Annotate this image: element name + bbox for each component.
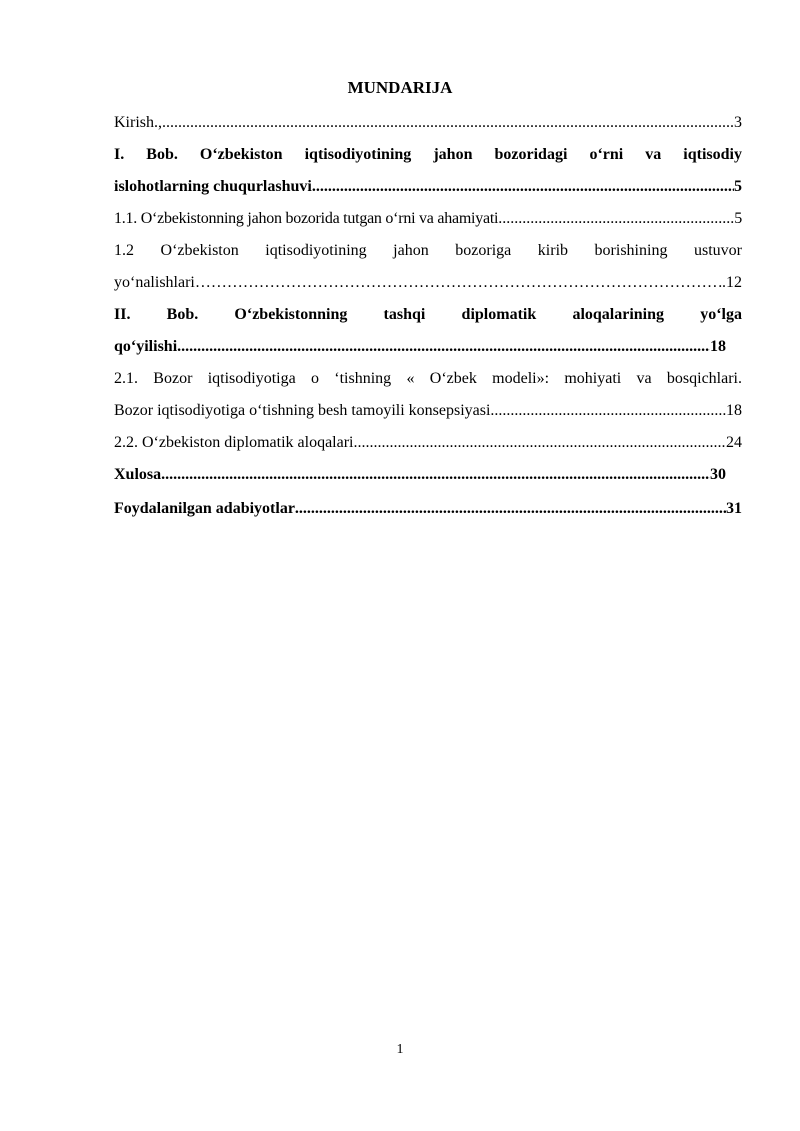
toc-leader xyxy=(498,204,734,234)
toc-page-number: 30 xyxy=(710,466,726,483)
toc-page-number: 5 xyxy=(734,178,742,195)
toc-entry-chapter2[interactable] xyxy=(114,332,726,362)
toc-entry-text: yo‘nalishlari xyxy=(114,274,195,291)
toc-leader xyxy=(195,268,722,298)
toc-entry-2-1[interactable] xyxy=(114,396,742,426)
toc-entry-text: Bozor iqtisodiyotiga o‘tishning besh tamoyili konsepsiyasi xyxy=(114,402,491,419)
toc-page-number: 18 xyxy=(726,402,742,419)
toc-entry-text: Kirish., xyxy=(114,114,162,131)
toc-leader xyxy=(312,172,734,202)
toc-page-number: 12 xyxy=(726,274,742,291)
toc-entry-1-2-line1[interactable]: 1.2 O‘zbekiston iqtisodiyotining jahon bozoriga kirib borishining ustuvor xyxy=(114,242,742,259)
toc-leader xyxy=(162,108,734,138)
page-title: MUNDARIJA xyxy=(347,78,453,97)
toc-entry-1-1[interactable] xyxy=(114,204,742,234)
toc-entry-text: qo‘yilishi xyxy=(114,338,178,355)
toc-entry-kirish[interactable] xyxy=(114,108,742,138)
toc-leader xyxy=(161,460,710,490)
toc-entry-chapter1-line1[interactable]: I. Bob. O‘zbekiston iqtisodiyotining jahon bozoridagi o‘rni va iqtisodiy xyxy=(114,146,742,163)
toc-leader xyxy=(354,428,727,458)
toc-leader xyxy=(490,396,726,426)
toc-entry-chapter2-line1[interactable]: II. Bob. O‘zbekistonning tashqi diplomatik aloqalarining yo‘lga xyxy=(114,306,742,323)
toc-leader xyxy=(295,494,726,524)
toc-entry-text: Xulosa xyxy=(114,466,162,483)
toc-entry-1-2[interactable]: yo‘nalishlari ……………………………………………………………………………………………………………………………………………………………………………… . 12 xyxy=(114,268,742,298)
toc-entry-text: 1.1. O‘zbekistonning jahon bozorida tutgan o‘rni va ahamiyati xyxy=(114,210,499,227)
toc-page-number: 3 xyxy=(734,114,742,131)
toc-entry-chapter1[interactable] xyxy=(114,172,742,202)
toc-leader xyxy=(177,332,710,362)
toc-entry-text: 2.2. O‘zbekiston diplomatik aloqalari xyxy=(114,434,354,451)
toc-page-number: 18 xyxy=(710,338,726,355)
page-number: 1 xyxy=(396,1042,404,1057)
toc-page-number: 31 xyxy=(726,500,742,517)
toc-page-number: 24 xyxy=(726,434,742,451)
toc-entry-2-2[interactable] xyxy=(114,428,742,458)
toc-entry-xulosa[interactable] xyxy=(114,460,726,490)
toc-entry-2-1-line1[interactable]: 2.1. Bozor iqtisodiyotiga o ‘tishning « O‘zbek modeli»: mohiyati va bosqichlari. xyxy=(114,370,742,387)
toc-entry-bibliography[interactable] xyxy=(114,494,742,524)
toc-page-number: 5 xyxy=(734,210,742,227)
toc-entry-text: islohotlarning chuqurlashuvi xyxy=(114,178,312,195)
toc-entry-text: Foydalanilgan adabiyotlar xyxy=(114,500,295,517)
